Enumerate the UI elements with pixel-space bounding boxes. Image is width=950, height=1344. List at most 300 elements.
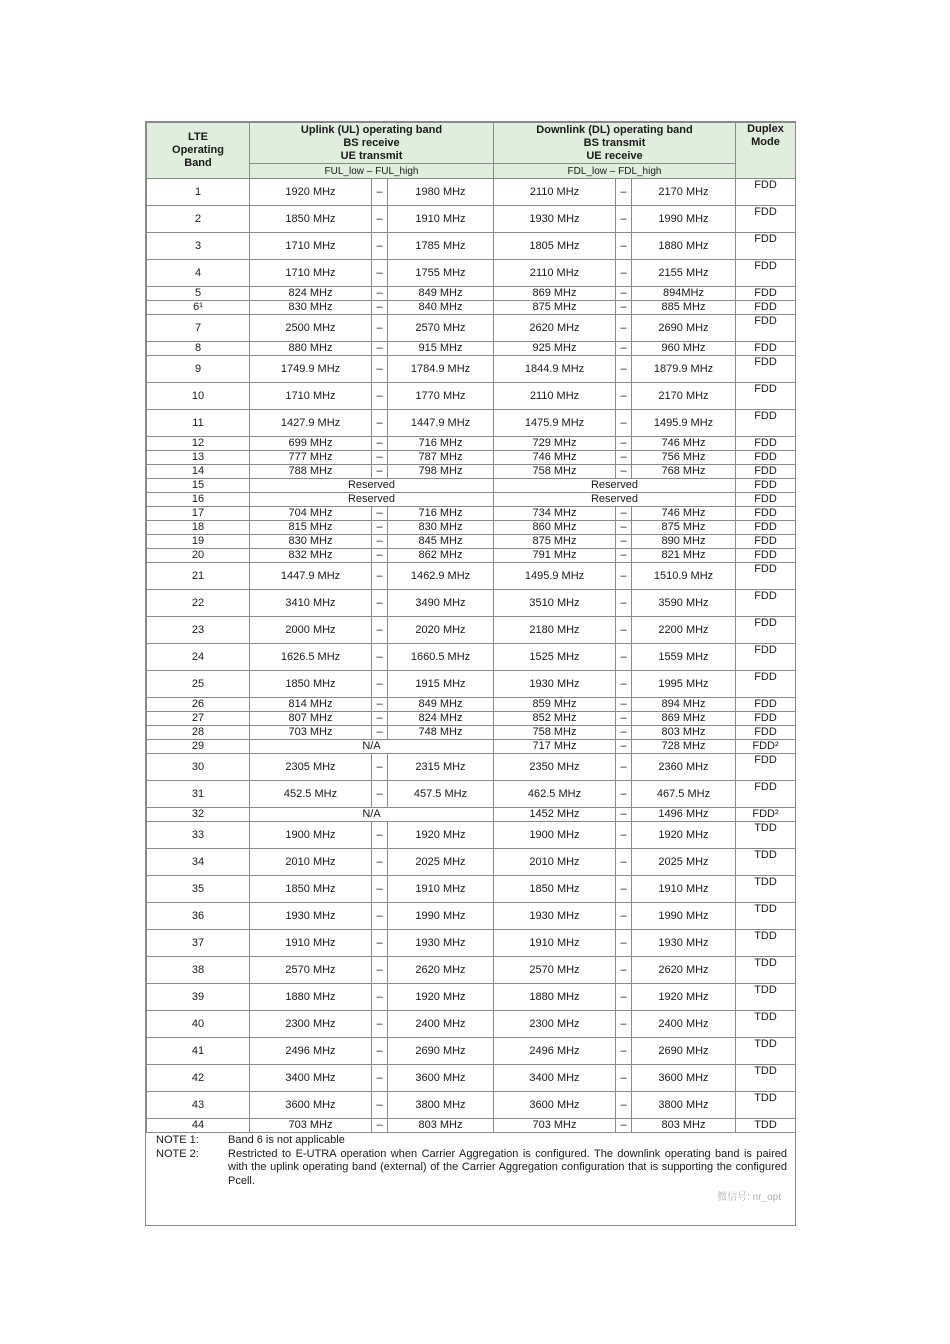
table-row	[147, 342, 796, 356]
duplex-mode-cell: FDD	[736, 437, 796, 451]
dl-dash: –	[616, 535, 632, 549]
dl-dash: –	[616, 671, 632, 698]
dl-low-cell: 1495.9 MHz	[494, 563, 616, 590]
table-row	[147, 781, 796, 808]
ul-high-cell: 2400 MHz	[388, 1011, 494, 1038]
duplex-mode-cell: FDD	[736, 563, 796, 590]
band-number: 39	[147, 984, 250, 1011]
dl-dash: –	[616, 617, 632, 644]
dl-dash: –	[616, 590, 632, 617]
ul-low-cell: 3410 MHz	[250, 590, 372, 617]
duplex-mode-cell: TDD	[736, 876, 796, 903]
duplex-mode-cell: FDD	[736, 410, 796, 437]
header-uplink-l3: UE transmit	[340, 149, 403, 162]
dl-dash: –	[616, 781, 632, 808]
dl-low-cell: 1910 MHz	[494, 930, 616, 957]
band-number: 24	[147, 644, 250, 671]
dl-high-cell: 3600 MHz	[632, 1065, 736, 1092]
ul-dash: –	[372, 1065, 388, 1092]
dl-dash: –	[616, 644, 632, 671]
duplex-mode-cell: FDD	[736, 549, 796, 563]
ul-span-cell: Reserved	[250, 493, 494, 507]
dl-dash: –	[616, 287, 632, 301]
dl-high-cell: 869 MHz	[632, 712, 736, 726]
dl-high-cell: 746 MHz	[632, 437, 736, 451]
ul-low-cell: 815 MHz	[250, 521, 372, 535]
ul-dash: –	[372, 383, 388, 410]
band-table-document	[145, 121, 796, 1226]
note-2-text: Restricted to E-UTRA operation when Carrier Aggregation is configured. The downlink operating band is paired with the uplink operating band (external) of the Carrier Aggregation configuration that is supporting the configured Pcell.	[228, 1147, 787, 1187]
dl-dash: –	[616, 957, 632, 984]
header-band	[147, 123, 250, 179]
duplex-mode-cell: TDD	[736, 1038, 796, 1065]
dl-low-cell: 2300 MHz	[494, 1011, 616, 1038]
duplex-mode-cell: FDD	[736, 342, 796, 356]
table-row	[147, 876, 796, 903]
band-number: 43	[147, 1092, 250, 1119]
table-row	[147, 179, 796, 206]
header-downlink	[494, 123, 736, 164]
table-body	[147, 179, 796, 1133]
duplex-mode-cell: FDD	[736, 644, 796, 671]
duplex-mode-cell: FDD	[736, 465, 796, 479]
duplex-mode-cell: TDD	[736, 849, 796, 876]
dl-high-cell: 1496 MHz	[632, 808, 736, 822]
note-1-text: Band 6 is not applicable	[228, 1134, 345, 1146]
dl-high-cell: 1510.9 MHz	[632, 563, 736, 590]
dl-low-cell: 1880 MHz	[494, 984, 616, 1011]
dl-high-cell: 1990 MHz	[632, 206, 736, 233]
duplex-mode-cell: FDD	[736, 179, 796, 206]
dl-dash: –	[616, 451, 632, 465]
band-number: 15	[147, 479, 250, 493]
ul-high-cell: 1990 MHz	[388, 903, 494, 930]
band-number: 28	[147, 726, 250, 740]
ul-high-cell: 787 MHz	[388, 451, 494, 465]
ul-dash: –	[372, 342, 388, 356]
band-number: 32	[147, 808, 250, 822]
band-number: 5	[147, 287, 250, 301]
dl-dash: –	[616, 507, 632, 521]
duplex-mode-cell: FDD	[736, 521, 796, 535]
duplex-mode-cell: FDD	[736, 301, 796, 315]
dl-low-cell: 1930 MHz	[494, 206, 616, 233]
dl-dash: –	[616, 301, 632, 315]
note-1	[156, 1134, 787, 1148]
band-number: 40	[147, 1011, 250, 1038]
ul-low-cell: 1626.5 MHz	[250, 644, 372, 671]
ul-low-cell: 777 MHz	[250, 451, 372, 465]
ul-high-cell: 1930 MHz	[388, 930, 494, 957]
band-number: 34	[147, 849, 250, 876]
ul-low-cell: 814 MHz	[250, 698, 372, 712]
ul-low-cell: 807 MHz	[250, 712, 372, 726]
header-duplex-label: Duplex Mode	[747, 123, 784, 148]
dl-high-cell: 2360 MHz	[632, 754, 736, 781]
ul-high-cell: 1910 MHz	[388, 206, 494, 233]
dl-low-cell: 3400 MHz	[494, 1065, 616, 1092]
dl-low-cell: 462.5 MHz	[494, 781, 616, 808]
dl-high-cell: 2200 MHz	[632, 617, 736, 644]
ul-dash: –	[372, 356, 388, 383]
ul-dash: –	[372, 930, 388, 957]
dl-low-cell: 859 MHz	[494, 698, 616, 712]
dl-low-cell: 1850 MHz	[494, 876, 616, 903]
ul-low-cell: 1749.9 MHz	[250, 356, 372, 383]
ul-dash: –	[372, 410, 388, 437]
band-number: 27	[147, 712, 250, 726]
table-row	[147, 521, 796, 535]
dl-low-cell: 2496 MHz	[494, 1038, 616, 1065]
duplex-mode-cell: FDD	[736, 493, 796, 507]
dl-dash: –	[616, 1038, 632, 1065]
ul-low-cell: 824 MHz	[250, 287, 372, 301]
dl-high-cell: 890 MHz	[632, 535, 736, 549]
dl-dash: –	[616, 754, 632, 781]
ul-low-cell: 703 MHz	[250, 726, 372, 740]
duplex-mode-cell: FDD	[736, 698, 796, 712]
band-number: 35	[147, 876, 250, 903]
dl-high-cell: 1930 MHz	[632, 930, 736, 957]
dl-dash: –	[616, 984, 632, 1011]
table-row	[147, 383, 796, 410]
duplex-mode-cell: FDD²	[736, 740, 796, 754]
dl-dash: –	[616, 849, 632, 876]
table-row	[147, 301, 796, 315]
dl-high-cell: 746 MHz	[632, 507, 736, 521]
ul-high-cell: 2620 MHz	[388, 957, 494, 984]
dl-high-cell: 821 MHz	[632, 549, 736, 563]
ul-high-cell: 1462.9 MHz	[388, 563, 494, 590]
dl-low-cell: 3600 MHz	[494, 1092, 616, 1119]
ul-low-cell: 703 MHz	[250, 1119, 372, 1133]
table-row	[147, 233, 796, 260]
dl-low-cell: 2350 MHz	[494, 754, 616, 781]
duplex-mode-cell: FDD	[736, 479, 796, 493]
dl-dash: –	[616, 179, 632, 206]
band-number: 8	[147, 342, 250, 356]
ul-low-cell: 1920 MHz	[250, 179, 372, 206]
band-number: 17	[147, 507, 250, 521]
band-number: 11	[147, 410, 250, 437]
table-row	[147, 410, 796, 437]
ul-low-cell: 1850 MHz	[250, 671, 372, 698]
dl-dash: –	[616, 563, 632, 590]
dl-low-cell: 925 MHz	[494, 342, 616, 356]
ul-dash: –	[372, 451, 388, 465]
dl-dash: –	[616, 1065, 632, 1092]
dl-high-cell: 1495.9 MHz	[632, 410, 736, 437]
dl-low-cell: 2620 MHz	[494, 315, 616, 342]
ul-high-cell: 849 MHz	[388, 287, 494, 301]
dl-dash: –	[616, 1011, 632, 1038]
ul-high-cell: 824 MHz	[388, 712, 494, 726]
table-row	[147, 535, 796, 549]
watermark: 微信号: nr_opt	[717, 1192, 781, 1203]
ul-high-cell: 1980 MHz	[388, 179, 494, 206]
ul-low-cell: 452.5 MHz	[250, 781, 372, 808]
duplex-mode-cell: FDD	[736, 781, 796, 808]
dl-high-cell: 1995 MHz	[632, 671, 736, 698]
ul-dash: –	[372, 233, 388, 260]
ul-high-cell: 2690 MHz	[388, 1038, 494, 1065]
ul-low-cell: 1427.9 MHz	[250, 410, 372, 437]
lte-band-table	[146, 122, 796, 1133]
band-number: 2	[147, 206, 250, 233]
band-number: 10	[147, 383, 250, 410]
ul-dash: –	[372, 535, 388, 549]
ul-low-cell: 2010 MHz	[250, 849, 372, 876]
ul-low-cell: 1900 MHz	[250, 822, 372, 849]
duplex-mode-cell: TDD	[736, 930, 796, 957]
table-row	[147, 740, 796, 754]
dl-dash: –	[616, 356, 632, 383]
duplex-mode-cell: FDD²	[736, 808, 796, 822]
dl-low-cell: 758 MHz	[494, 726, 616, 740]
ul-low-cell: 1880 MHz	[250, 984, 372, 1011]
header-row	[147, 123, 796, 164]
note-1-label: NOTE 1:	[156, 1134, 199, 1146]
ul-high-cell: 1915 MHz	[388, 671, 494, 698]
dl-low-cell: 729 MHz	[494, 437, 616, 451]
ul-span-cell: N/A	[250, 740, 494, 754]
ul-dash: –	[372, 617, 388, 644]
ul-dash: –	[372, 726, 388, 740]
ul-high-cell: 457.5 MHz	[388, 781, 494, 808]
dl-high-cell: 1879.9 MHz	[632, 356, 736, 383]
duplex-mode-cell: TDD	[736, 903, 796, 930]
band-number: 31	[147, 781, 250, 808]
duplex-mode-cell: FDD	[736, 315, 796, 342]
table-row	[147, 957, 796, 984]
ul-low-cell: 2496 MHz	[250, 1038, 372, 1065]
ul-low-cell: 1710 MHz	[250, 260, 372, 287]
ul-low-cell: 3600 MHz	[250, 1092, 372, 1119]
dl-high-cell: 2170 MHz	[632, 179, 736, 206]
dl-low-cell: 758 MHz	[494, 465, 616, 479]
header-band-label: LTE Operating Band	[172, 131, 224, 169]
notes-section	[146, 1133, 795, 1188]
table-row	[147, 315, 796, 342]
ul-dash: –	[372, 301, 388, 315]
ul-high-cell: 2025 MHz	[388, 849, 494, 876]
ul-dash: –	[372, 1038, 388, 1065]
band-number: 1	[147, 179, 250, 206]
ul-dash: –	[372, 671, 388, 698]
ul-dash: –	[372, 849, 388, 876]
dl-low-cell: 2180 MHz	[494, 617, 616, 644]
dl-low-cell: 1452 MHz	[494, 808, 616, 822]
header-duplex	[736, 123, 796, 179]
ul-dash: –	[372, 507, 388, 521]
table-row	[147, 563, 796, 590]
header-uplink	[250, 123, 494, 164]
ul-dash: –	[372, 549, 388, 563]
dl-low-cell: 791 MHz	[494, 549, 616, 563]
band-number: 30	[147, 754, 250, 781]
dl-dash: –	[616, 437, 632, 451]
ul-dash: –	[372, 712, 388, 726]
table-row	[147, 644, 796, 671]
dl-dash: –	[616, 1119, 632, 1133]
table-row	[147, 437, 796, 451]
dl-high-cell: 2690 MHz	[632, 1038, 736, 1065]
dl-high-cell: 756 MHz	[632, 451, 736, 465]
dl-high-cell: 803 MHz	[632, 1119, 736, 1133]
duplex-mode-cell: FDD	[736, 287, 796, 301]
dl-dash: –	[616, 315, 632, 342]
dl-low-cell: 1525 MHz	[494, 644, 616, 671]
table-row	[147, 1092, 796, 1119]
ul-high-cell: 3600 MHz	[388, 1065, 494, 1092]
ul-dash: –	[372, 260, 388, 287]
band-number: 18	[147, 521, 250, 535]
duplex-mode-cell: FDD	[736, 383, 796, 410]
dl-low-cell: 1844.9 MHz	[494, 356, 616, 383]
band-number: 44	[147, 1119, 250, 1133]
ul-high-cell: 915 MHz	[388, 342, 494, 356]
ul-low-cell: 830 MHz	[250, 535, 372, 549]
dl-dash: –	[616, 903, 632, 930]
header-ul-range: FUL_low – FUL_high	[250, 164, 494, 179]
duplex-mode-cell: FDD	[736, 233, 796, 260]
ul-high-cell: 845 MHz	[388, 535, 494, 549]
ul-low-cell: 704 MHz	[250, 507, 372, 521]
duplex-mode-cell: TDD	[736, 957, 796, 984]
dl-high-cell: 3800 MHz	[632, 1092, 736, 1119]
ul-high-cell: 2020 MHz	[388, 617, 494, 644]
table-row	[147, 754, 796, 781]
band-number: 12	[147, 437, 250, 451]
dl-low-cell: 1475.9 MHz	[494, 410, 616, 437]
table-row	[147, 712, 796, 726]
ul-dash: –	[372, 1092, 388, 1119]
dl-high-cell: 1920 MHz	[632, 822, 736, 849]
band-number: 26	[147, 698, 250, 712]
ul-high-cell: 1910 MHz	[388, 876, 494, 903]
band-number: 25	[147, 671, 250, 698]
duplex-mode-cell: FDD	[736, 260, 796, 287]
ul-high-cell: 716 MHz	[388, 437, 494, 451]
duplex-mode-cell: FDD	[736, 754, 796, 781]
ul-high-cell: 1784.9 MHz	[388, 356, 494, 383]
dl-low-cell: 1900 MHz	[494, 822, 616, 849]
duplex-mode-cell: TDD	[736, 984, 796, 1011]
table-row	[147, 1011, 796, 1038]
ul-low-cell: 2570 MHz	[250, 957, 372, 984]
dl-dash: –	[616, 726, 632, 740]
ul-high-cell: 3490 MHz	[388, 590, 494, 617]
dl-low-cell: 1805 MHz	[494, 233, 616, 260]
table-row	[147, 617, 796, 644]
ul-high-cell: 798 MHz	[388, 465, 494, 479]
dl-low-cell: 852 MHz	[494, 712, 616, 726]
ul-low-cell: 2305 MHz	[250, 754, 372, 781]
band-number: 37	[147, 930, 250, 957]
ul-high-cell: 1660.5 MHz	[388, 644, 494, 671]
ul-high-cell: 3800 MHz	[388, 1092, 494, 1119]
ul-dash: –	[372, 754, 388, 781]
dl-high-cell: 3590 MHz	[632, 590, 736, 617]
ul-low-cell: 880 MHz	[250, 342, 372, 356]
dl-high-cell: 467.5 MHz	[632, 781, 736, 808]
dl-dash: –	[616, 822, 632, 849]
dl-dash: –	[616, 383, 632, 410]
table-row	[147, 984, 796, 1011]
dl-low-cell: 2010 MHz	[494, 849, 616, 876]
dl-high-cell: 894MHz	[632, 287, 736, 301]
table-row	[147, 479, 796, 493]
table-row	[147, 493, 796, 507]
note-2	[156, 1148, 787, 1189]
dl-low-cell: 875 MHz	[494, 301, 616, 315]
table-row	[147, 206, 796, 233]
dl-high-cell: 1990 MHz	[632, 903, 736, 930]
dl-high-cell: 894 MHz	[632, 698, 736, 712]
band-number: 14	[147, 465, 250, 479]
ul-dash: –	[372, 644, 388, 671]
ul-high-cell: 840 MHz	[388, 301, 494, 315]
duplex-mode-cell: FDD	[736, 712, 796, 726]
dl-span-cell: Reserved	[494, 493, 736, 507]
band-number: 19	[147, 535, 250, 549]
ul-low-cell: 1850 MHz	[250, 876, 372, 903]
duplex-mode-cell: FDD	[736, 671, 796, 698]
ul-dash: –	[372, 876, 388, 903]
dl-high-cell: 1559 MHz	[632, 644, 736, 671]
duplex-mode-cell: TDD	[736, 1065, 796, 1092]
dl-low-cell: 2570 MHz	[494, 957, 616, 984]
table-row	[147, 1038, 796, 1065]
table-row	[147, 849, 796, 876]
ul-low-cell: 830 MHz	[250, 301, 372, 315]
dl-dash: –	[616, 410, 632, 437]
dl-high-cell: 875 MHz	[632, 521, 736, 535]
table-row	[147, 465, 796, 479]
dl-span-cell: Reserved	[494, 479, 736, 493]
ul-low-cell: 2300 MHz	[250, 1011, 372, 1038]
ul-dash: –	[372, 1011, 388, 1038]
band-number: 13	[147, 451, 250, 465]
dl-dash: –	[616, 206, 632, 233]
table-row	[147, 726, 796, 740]
ul-low-cell: 3400 MHz	[250, 1065, 372, 1092]
dl-dash: –	[616, 1092, 632, 1119]
dl-low-cell: 875 MHz	[494, 535, 616, 549]
ul-high-cell: 1920 MHz	[388, 822, 494, 849]
dl-dash: –	[616, 233, 632, 260]
dl-dash: –	[616, 808, 632, 822]
dl-dash: –	[616, 698, 632, 712]
ul-low-cell: 2000 MHz	[250, 617, 372, 644]
band-number: 21	[147, 563, 250, 590]
ul-span-cell: N/A	[250, 808, 494, 822]
dl-dash: –	[616, 260, 632, 287]
table-row	[147, 930, 796, 957]
note-2-label: NOTE 2:	[156, 1147, 199, 1160]
ul-dash: –	[372, 563, 388, 590]
ul-high-cell: 2315 MHz	[388, 754, 494, 781]
ul-dash: –	[372, 698, 388, 712]
band-number: 22	[147, 590, 250, 617]
dl-high-cell: 2400 MHz	[632, 1011, 736, 1038]
ul-dash: –	[372, 957, 388, 984]
ul-low-cell: 2500 MHz	[250, 315, 372, 342]
header-downlink-l1: Downlink (DL) operating band	[536, 123, 693, 136]
duplex-mode-cell: TDD	[736, 1092, 796, 1119]
ul-low-cell: 1710 MHz	[250, 383, 372, 410]
band-number: 9	[147, 356, 250, 383]
